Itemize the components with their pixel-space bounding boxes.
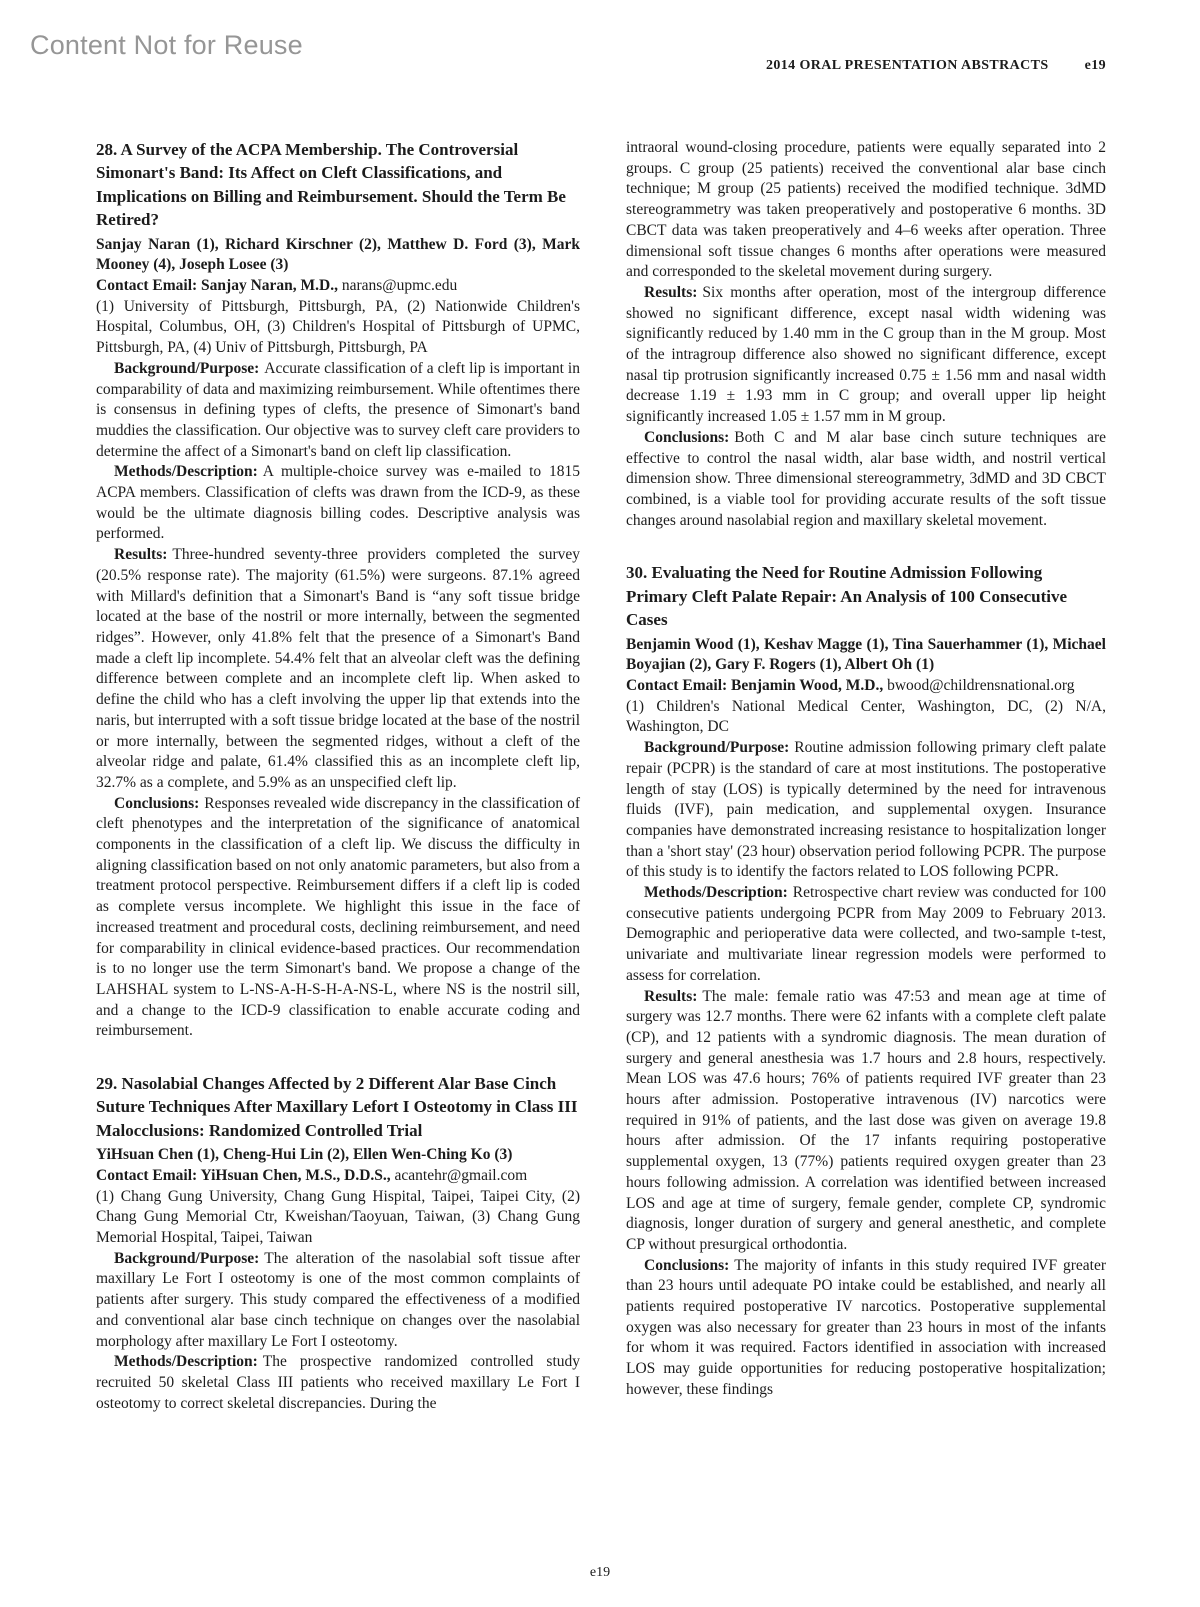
- left-column: [96, 138, 580, 1414]
- section-text: The alteration of the nasolabial soft tissue after maxillary Le Fort I osteotomy is one of the most common complaints of patients after surgery. This study compared the effectiveness of a modified and conventional alar base cinch technique on changes over the nasolabial morphology after maxillary Le Fort I osteotomy.: [96, 1249, 580, 1350]
- section-label: Methods/Description:: [114, 1353, 258, 1371]
- right-column: [626, 138, 1106, 1414]
- contact-label: Contact Email: Benjamin Wood, M.D.,: [626, 676, 884, 694]
- section-results: [626, 987, 1106, 1256]
- contact-email: narans@upmc.edu: [337, 277, 458, 295]
- abstract-29: [96, 1072, 580, 1414]
- section-text: Routine admission following primary cleft palate repair (PCPR) is the standard of care at most institutions. The postoperative length of stay (LOS) is typically determined by the need for intravenous fluids (IVF), pain medication, and supplemental oxygen. Insurance companies have demonstrated increasing resistance to hospitalization longer than a 'short stay' (23 hour) observation period following PCPR. The purpose of this study is to identify the factors related to LOS following PCPR.: [626, 739, 1106, 881]
- abstract-title: 29. Nasolabial Changes Affected by 2 Different Alar Base Cinch Suture Techniques After Maxillary Lefort I Osteotomy in Class III Malocclusions: Randomized Controlled Trial: [96, 1074, 578, 1140]
- abstract-30: [626, 561, 1106, 1400]
- section-label: Conclusions:: [114, 794, 200, 812]
- section-label: Results:: [644, 987, 698, 1005]
- section-methods-description: [626, 883, 1106, 987]
- page-number-footer: e19: [589, 1565, 611, 1580]
- section-results: [96, 545, 580, 793]
- contact-email: bwood@childrensnational.org: [883, 676, 1075, 694]
- abstract-contact: [96, 1166, 580, 1187]
- section-label: Conclusions:: [644, 1256, 730, 1274]
- section-label: Methods/Description:: [644, 884, 788, 902]
- section-methods-continuation: [626, 138, 1106, 283]
- section-methods-description: [96, 462, 580, 545]
- section-text: Retrospective chart review was conducted for 100 consecutive patients undergoing PCPR from May 2009 to February 2013. Demographic and perioperative data were collected, and two-sample t-test, univariate and multivariate linear regression models were performed to assess for correlation.: [626, 884, 1106, 984]
- section-label: Background/Purpose:: [644, 739, 790, 757]
- section-text: The male: female ratio was 47:53 and mean age at time of surgery was 12.7 months. There were 62 infants with a complete cleft palate (CP), and 12 patients with a syndromic diagnosis. The mean duration of surgery and general anesthesia was 1.7 hours and 2.8 hours, respectively. Mean LOS was 47.6 hours; 76% of patients required IVF greater than 23 hours after admission. Postoperative intravenous (IV) narcotics were required in 91% of patients, and the last dose was given on average 19.8 hours after admission. Of the 17 infants requiring postoperative supplemental oxygen, 13 (77%) patients required oxygen greater than 23 hours following admission. A correlation was identified between increased LOS and age at time of surgery, female gender, complete CP, syndromic diagnosis, longer duration of surgery and general anesthetic, and complete CP without presurgical orthodontia.: [626, 987, 1106, 1253]
- abstract-title: 28. A Survey of the ACPA Membership. The Controversial Simonart's Band: Its Affect on Cleft Classifications, and Implications on Billing and Reimbursement. Should the Term Be Retired?: [96, 140, 566, 230]
- contact-label: Contact Email: YiHsuan Chen, M.S., D.D.S.,: [96, 1166, 391, 1184]
- abstract-contact: [96, 276, 580, 297]
- section-conclusions: [626, 1256, 1106, 1401]
- section-label: Results:: [644, 283, 698, 301]
- section-conclusions: [626, 428, 1106, 532]
- section-text: intraoral wound-closing procedure, patients were equally separated into 2 groups. C group (25 patients) received the conventional alar base cinch technique; M group (25 patients) received the modified technique. 3dMD stereogrammetry was taken preoperatively and postoperative 6 months. 3D CBCT data was taken preoperatively and 4–6 weeks after operation. Three dimensional soft tissue changes 6 months after operations were measured and corresponded to the skeletal movement during surgery.: [626, 139, 1106, 281]
- section-label: Conclusions:: [644, 428, 730, 446]
- section-label: Background/Purpose:: [114, 1249, 260, 1267]
- section-label: Results:: [114, 546, 168, 564]
- section-label: Methods/Description:: [114, 463, 258, 481]
- running-head-page-number: e19: [1084, 58, 1106, 73]
- section-background-purpose: [96, 1249, 580, 1353]
- abstract-28: [96, 138, 580, 1042]
- section-text: Accurate classification of a cleft lip is important in comparability of data and maximizing reimbursement. While oftentimes there is consensus in defining types of clefts, the presence of Simonart's band muddies the classification. Our objective was to survey cleft care providers to determine the affect of a Simonart's band on cleft lip classification.: [96, 359, 580, 460]
- section-text: Responses revealed wide discrepancy in the classification of cleft phenotypes and the interpretation of the significance of anatomical components in the classification of a cleft lip. We discuss the difficulty in aligning classification based on not only anatomic parameters, but also from a treatment protocol perspective. Reimbursement differs if a cleft lip is coded as complete versus incomplete. We highlight this issue in the face of increased treatment and procedural costs, declining reimbursement, and need for comparability in clinical evidence-based practices. Our recommendation is to no longer use the term Simonart's band. We propose a change of the LAHSHAL system to L-NS-A-H-S-H-A-NS-L, where NS is the nostril sill, and a change to the ICD-9 classification to enable accurate coding and reimbursement.: [96, 794, 580, 1040]
- section-text: The majority of infants in this study required IVF greater than 23 hours until adequate PO intake could be established, and nearly all patients required postoperative IV narcotics. Postoperative supplemental oxygen was also necessary for greater than 23 hours in most of the infants for whom it was required. Factors identified in association with increased LOS may guide opportunities for reducing postoperative hospitalization; however, these findings: [626, 1256, 1106, 1398]
- section-background-purpose: [96, 359, 580, 463]
- section-text: Three-hundred seventy-three providers completed the survey (20.5% response rate). The majority (61.5%) were surgeons. 87.1% agreed with Millard's definition that a Simonart's Band is “any soft tissue bridge located at the base of the nostril or more internally, between the segmented ridges”. However, only 41.8% felt that the presence of a Simonart's Band made a cleft lip incomplete. 54.4% felt that an alveolar cleft was the defining difference between complete and an incomplete cleft lip. When asked to define the child who has a cleft involving the upper lip that extends into the naris, but interrupted with a soft tissue bridge located at the base of the nostril or more internally, between the segmented ridges, without a cleft of the alveolar ridge and palate, 61.4% classified this as an incomplete cleft lip, 32.7% as a complete, and 5.9% as an unspecified cleft lip.: [96, 546, 580, 791]
- abstract-contact: [626, 676, 1106, 697]
- section-conclusions: [96, 794, 580, 1042]
- abstract-authors: Sanjay Naran (1), Richard Kirschner (2), Matthew D. Ford (3), Mark Mooney (4), Joseph Losee (3): [96, 235, 580, 274]
- section-methods-description: [96, 1352, 580, 1414]
- section-text: A multiple-choice survey was e-mailed to 1815 ACPA members. Classification of clefts was drawn from the ICD-9, as these would be the ultimate diagnosis billing codes. Descriptive analysis was performed.: [96, 463, 580, 543]
- abstract-affiliations: (1) Children's National Medical Center, Washington, DC, (2) N/A, Washington, DC: [626, 697, 1106, 736]
- abstract-authors: Benjamin Wood (1), Keshav Magge (1), Tina Sauerhammer (1), Michael Boyajian (2), Gary F. Rogers (1), Albert Oh (1): [626, 635, 1106, 674]
- section-text: The prospective randomized controlled study recruited 50 skeletal Class III patients who received maxillary Le Fort I osteotomy to correct skeletal discrepancies. During the: [96, 1353, 580, 1412]
- abstract-29-continued: [626, 138, 1106, 531]
- section-text: Six months after operation, most of the intergroup difference showed no significant difference, except nasal width widening was significantly reduced by 1.40 mm in the C group than in the M group. Most of the intragroup difference also showed no significant difference, except nasal tip protrusion significantly increased 0.75 ± 1.56 mm and nasal width decrease 1.19 ± 1.93 mm in C group; and overall upper lip height significantly increased 1.05 ± 1.57 mm in M group.: [626, 283, 1106, 426]
- abstract-affiliations: (1) Chang Gung University, Chang Gung Hispital, Taipei, Taipei City, (2) Chang Gung Memorial Ctr, Kweishan/Taoyuan, Taiwan, (3) Chang Gung Memorial Hospital, Taipei, Taiwan: [96, 1187, 580, 1247]
- section-results: [626, 283, 1106, 428]
- abstract-authors: YiHsuan Chen (1), Cheng-Hui Lin (2), Ellen Wen-Ching Ko (3): [96, 1146, 513, 1164]
- abstract-title: 30. Evaluating the Need for Routine Admission Following Primary Cleft Palate Repair: An Analysis of 100 Consecutive Cases: [626, 563, 1067, 630]
- section-label: Background/Purpose:: [114, 359, 260, 377]
- watermark-text: Content Not for Reuse: [30, 30, 303, 60]
- section-background-purpose: [626, 738, 1106, 883]
- contact-email: acantehr@gmail.com: [390, 1166, 528, 1184]
- two-column-body: [96, 138, 1106, 1414]
- running-head-title: 2014 ORAL PRESENTATION ABSTRACTS: [765, 58, 1049, 73]
- contact-label: Contact Email: Sanjay Naran, M.D.,: [96, 277, 338, 295]
- section-text: Both C and M alar base cinch suture techniques are effective to control the nasal width, alar base width, and nostril vertical dimension show. Three dimensional stereogrammetry, 3dMD and 3D CBCT combined, is a viable tool for providing accurate results of the soft tissue changes around nasolabial region and maxillary skeletal movement.: [626, 428, 1106, 529]
- running-head: [766, 58, 1106, 74]
- abstract-affiliations: (1) University of Pittsburgh, Pittsburgh, PA, (2) Nationwide Children's Hospital, Columbus, OH, (3) Children's Hospital of Pittsburgh of UPMC, Pittsburgh, PA, (4) Univ of Pittsburgh, Pittsburgh, PA: [96, 297, 580, 357]
